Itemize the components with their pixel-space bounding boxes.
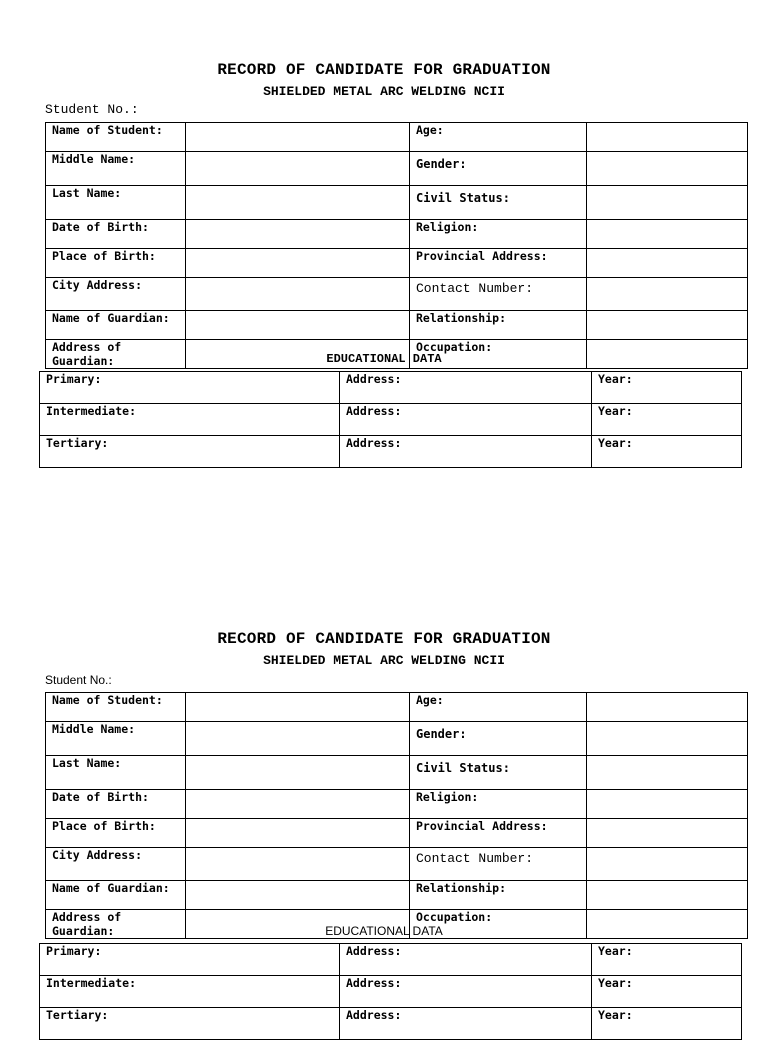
field-label: Civil Status: [410, 756, 587, 790]
field-label: Place of Birth: [46, 819, 186, 848]
table-row [40, 944, 742, 976]
edu-year-label: Year: [592, 944, 742, 976]
edu-level-label: Primary: [40, 944, 340, 976]
edu-address-label: Address: [340, 1008, 592, 1040]
educational-data-heading: EDUCATIONAL DATA [326, 352, 442, 366]
field-label: Date of Birth: [46, 790, 186, 819]
field-value[interactable] [587, 693, 748, 722]
field-value[interactable] [186, 819, 410, 848]
edu-address-label: Address: [340, 404, 592, 436]
edu-address-label: Address: [340, 372, 592, 404]
field-label: City Address: [46, 278, 186, 311]
field-label: Contact Number: [410, 848, 587, 881]
field-label: Age: [410, 123, 587, 152]
table-row [46, 722, 748, 756]
table-row [46, 819, 748, 848]
field-label: Middle Name: [46, 152, 186, 186]
field-label: Name of Student: [46, 123, 186, 152]
field-value[interactable] [186, 881, 410, 910]
table-row [46, 790, 748, 819]
field-label: Gender: [410, 722, 587, 756]
field-value[interactable] [186, 756, 410, 790]
field-value[interactable] [587, 790, 748, 819]
edu-level-label: Tertiary: [40, 1008, 340, 1040]
field-label: Religion: [410, 790, 587, 819]
form-title: RECORD OF CANDIDATE FOR GRADUATION [217, 630, 551, 648]
form-subtitle: SHIELDED METAL ARC WELDING NCII [263, 653, 505, 668]
edu-year-label: Year: [592, 404, 742, 436]
field-value[interactable] [186, 693, 410, 722]
field-value[interactable] [587, 722, 748, 756]
table-row [46, 756, 748, 790]
form-subtitle: SHIELDED METAL ARC WELDING NCII [263, 84, 505, 99]
edu-level-label: Intermediate: [40, 404, 340, 436]
field-value[interactable] [186, 722, 410, 756]
edu-address-label: Address: [340, 436, 592, 468]
edu-address-label: Address: [340, 944, 592, 976]
field-label: Last Name: [46, 756, 186, 790]
field-label: Relationship: [410, 881, 587, 910]
field-value[interactable] [186, 790, 410, 819]
field-label: Religion: [410, 220, 587, 249]
table-row [46, 881, 748, 910]
student-no-label: Student No.: [45, 673, 112, 687]
field-label: Age: [410, 693, 587, 722]
field-label: Civil Status: [410, 186, 587, 220]
edu-level-label: Tertiary: [40, 436, 340, 468]
field-value[interactable] [587, 881, 748, 910]
field-label: Name of Guardian: [46, 311, 186, 340]
field-label: Provincial Address: [410, 249, 587, 278]
field-label: Occupation: [410, 340, 587, 369]
table-row [46, 848, 748, 881]
field-label: Provincial Address: [410, 819, 587, 848]
field-label: Address of Guardian: [46, 910, 186, 939]
field-label: Last Name: [46, 186, 186, 220]
field-label: Contact Number: [410, 278, 587, 311]
edu-year-label: Year: [592, 1008, 742, 1040]
field-label: Relationship: [410, 311, 587, 340]
field-label: Address of Guardian: [46, 340, 186, 369]
field-label: Date of Birth: [46, 220, 186, 249]
table-row [40, 976, 742, 1008]
educational-data-heading: EDUCATIONAL DATA [325, 924, 443, 938]
field-label: Name of Guardian: [46, 881, 186, 910]
field-label: Place of Birth: [46, 249, 186, 278]
educational-data-table [39, 943, 742, 1040]
field-value[interactable] [587, 848, 748, 881]
field-label: Middle Name: [46, 722, 186, 756]
field-value[interactable] [587, 756, 748, 790]
edu-address-label: Address: [340, 976, 592, 1008]
edu-level-label: Primary: [40, 372, 340, 404]
field-label: Name of Student: [46, 693, 186, 722]
edu-year-label: Year: [592, 976, 742, 1008]
edu-year-label: Year: [592, 372, 742, 404]
field-label: Gender: [410, 152, 587, 186]
table-row [46, 693, 748, 722]
field-label: Occupation: [410, 910, 587, 939]
edu-level-label: Intermediate: [40, 976, 340, 1008]
student-info-table [45, 692, 748, 939]
form-title: RECORD OF CANDIDATE FOR GRADUATION [217, 61, 551, 79]
field-value[interactable] [186, 848, 410, 881]
field-value[interactable] [587, 819, 748, 848]
field-label: City Address: [46, 848, 186, 881]
student-no-label: Student No.: [45, 102, 139, 117]
edu-year-label: Year: [592, 436, 742, 468]
